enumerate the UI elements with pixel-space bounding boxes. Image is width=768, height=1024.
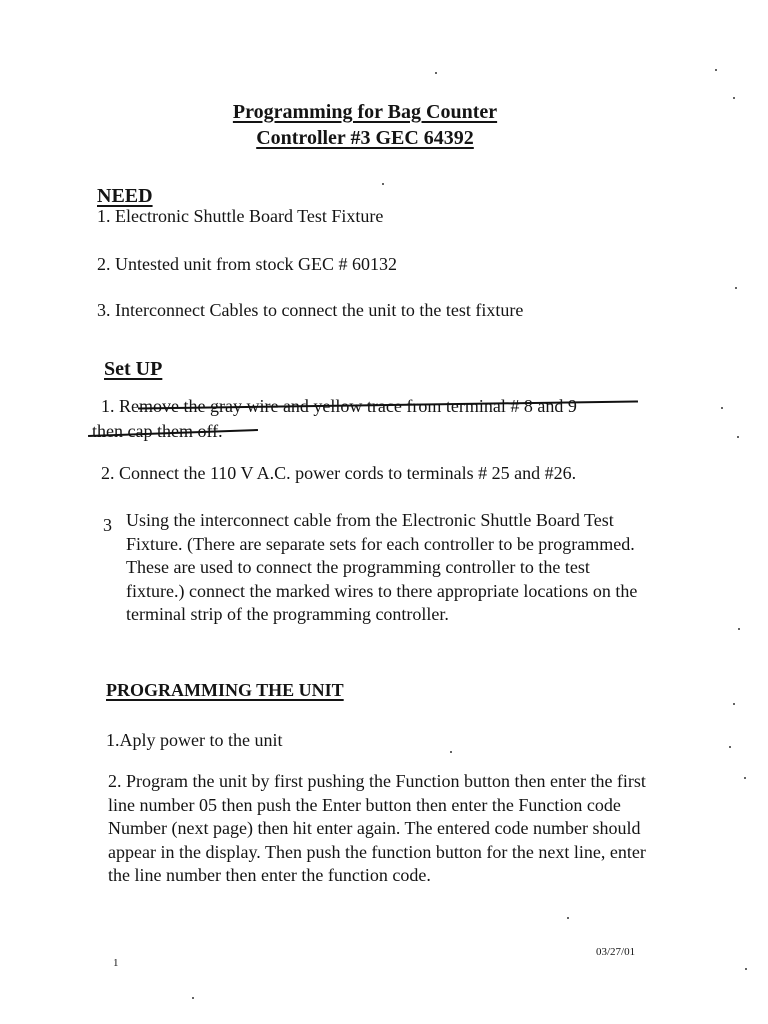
title-line-2: Controller #3 GEC 64392 xyxy=(256,127,474,149)
scan-speck xyxy=(744,777,746,779)
setup-item-3-number: 3 xyxy=(103,515,112,535)
setup-item-2: 2. Connect the 110 V A.C. power cords to terminals # 25 and #26. xyxy=(101,463,577,483)
need-item-3: 3. Interconnect Cables to connect the unit to the test fixture xyxy=(97,300,524,320)
programming-heading: PROGRAMMING THE UNIT xyxy=(106,680,344,700)
scan-speck xyxy=(567,917,569,919)
document-date: 03/27/01 xyxy=(596,946,636,958)
scan-speck xyxy=(382,183,384,185)
scan-speck xyxy=(738,628,740,630)
title-line-1: Programming for Bag Counter xyxy=(232,101,498,123)
programming-item-2: 2. Program the unit by first pushing the Function button then enter the first line number 05 then push the Enter button then enter the Function code Number (next page) then hit enter again. The entered code number should appear in the display. Then push the function button for the next line, enter the line number then enter the function code. xyxy=(108,771,646,885)
setup-item-1-line-2: then cap them off. xyxy=(92,421,223,441)
need-item-2: 2. Untested unit from stock GEC # 60132 xyxy=(97,254,397,274)
setup-heading: Set UP xyxy=(104,358,163,380)
scan-speck xyxy=(733,703,735,705)
need-item-1: 1. Electronic Shuttle Board Test Fixture xyxy=(97,206,384,226)
scan-speck xyxy=(450,751,452,753)
scan-speck xyxy=(729,746,731,748)
programming-item-1: 1.Aply power to the unit xyxy=(106,730,283,750)
scan-speck xyxy=(715,69,717,71)
scan-speck xyxy=(733,97,735,99)
page-number: 1 xyxy=(113,957,119,969)
setup-item-1-line-1: 1. Remove the gray wire and yellow trace from terminal # 8 and 9 xyxy=(101,396,577,416)
scan-speck xyxy=(192,997,194,999)
scan-speck xyxy=(737,436,739,438)
scan-speck xyxy=(435,72,437,74)
scan-speck xyxy=(735,287,737,289)
setup-item-3-text: Using the interconnect cable from the Electronic Shuttle Board Test Fixture. (There are separate sets for each controller to be programmed. These are used to connect the programming controller to the test fixture.) connect the marked wires to there appropriate locations on the terminal strip of the programming controller. xyxy=(126,510,638,624)
need-heading: NEED xyxy=(97,185,153,207)
scan-speck xyxy=(721,407,723,409)
scan-speck xyxy=(745,968,747,970)
